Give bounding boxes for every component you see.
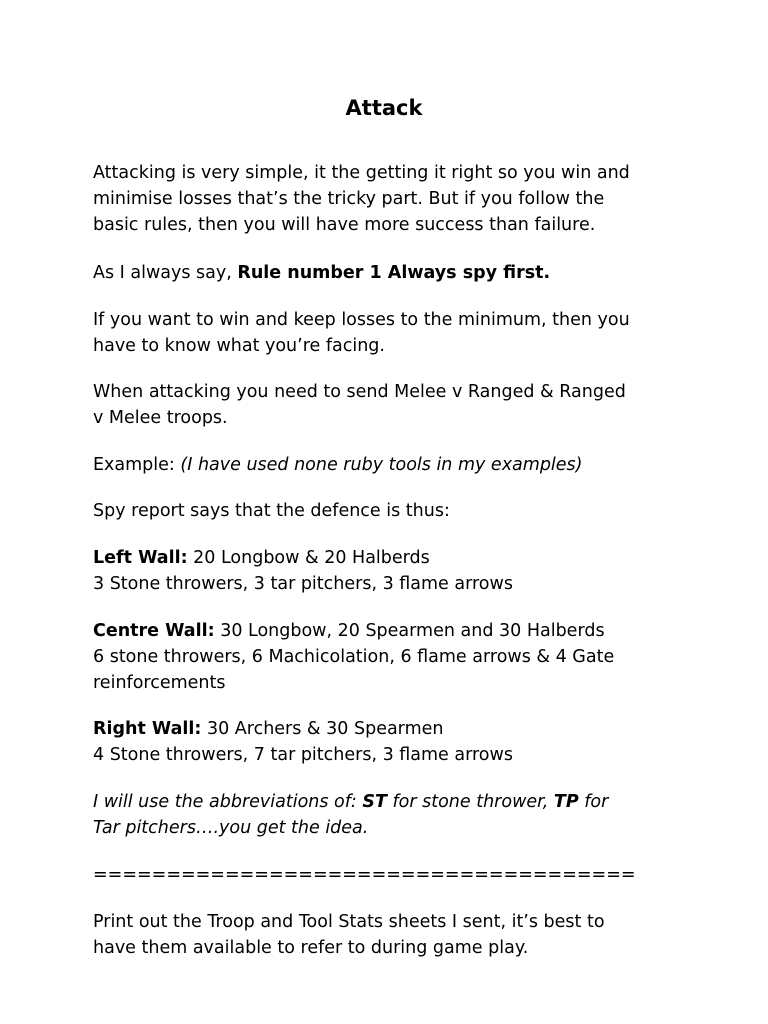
centre-wall-label: Centre Wall: [93,621,215,641]
centre-wall-tools-2: reinforcements [93,673,226,693]
abbrev-tp: TP [553,792,579,812]
abbrev-paragraph [93,789,713,841]
centre-wall-troops: 30 Longbow, 20 Spearmen and 30 Halberds [214,621,605,641]
right-wall-label: Right Wall: [93,719,202,739]
divider-text: ===================================== [93,865,636,885]
right-wall-line-1 [93,716,713,742]
send-line-2: v Melee troops. [93,408,228,428]
example-note: (I have used none ruby tools in my examples) [180,455,583,475]
abbrev-part-2: for stone thrower, [386,792,554,812]
spy-paragraph [93,498,713,524]
left-wall-troops: 20 Longbow & 20 Halberds [187,548,430,568]
send-line-1: When attacking you need to send Melee v Ranged & Ranged [93,382,626,402]
intro-paragraph [93,160,713,238]
intro-line-1: Attacking is very simple, it the getting it right so you win and [93,163,630,183]
intro-line-2: minimise losses that’s the tricky part. But if you follow the [93,189,605,209]
left-wall-paragraph [93,545,713,597]
example-label: Example: [93,455,181,475]
know-paragraph [93,307,713,359]
know-line-1: If you want to win and keep losses to the minimum, then you [93,310,630,330]
centre-wall-paragraph [93,618,713,696]
print-paragraph [93,909,713,961]
example-paragraph [93,452,713,478]
right-wall-troops: 30 Archers & 30 Spearmen [201,719,444,739]
left-wall-label: Left Wall: [93,548,188,568]
page-title: Attack [345,96,423,120]
rule-bold: Rule number 1 Always spy first. [237,263,551,283]
intro-line-3: basic rules, then you will have more success than failure. [93,215,596,235]
know-line-2: have to know what you’re facing. [93,336,385,356]
centre-wall-tools-1: 6 stone throwers, 6 Machicolation, 6 flame arrows & 4 Gate [93,647,615,667]
abbrev-line-1 [93,789,713,815]
abbrev-part-1: I will use the abbreviations of: [93,792,363,812]
abbrev-part-3: for [578,792,609,812]
divider-line [93,862,713,888]
right-wall-tools: 4 Stone throwers, 7 tar pitchers, 3 flame arrows [93,745,513,765]
right-wall-paragraph [93,716,713,768]
spy-text: Spy report says that the defence is thus: [93,501,450,521]
centre-wall-line-1 [93,618,713,644]
print-line-2: have them available to refer to during game play. [93,938,529,958]
abbrev-st: ST [362,792,387,812]
left-wall-tools: 3 Stone throwers, 3 tar pitchers, 3 flame arrows [93,574,513,594]
abbrev-line-2: Tar pitchers….you get the idea. [93,818,369,838]
left-wall-line-1 [93,545,713,571]
rule-paragraph [93,260,713,286]
send-paragraph [93,379,713,431]
print-line-1: Print out the Troop and Tool Stats sheets I sent, it’s best to [93,912,605,932]
rule-prefix: As I always say, [93,263,238,283]
